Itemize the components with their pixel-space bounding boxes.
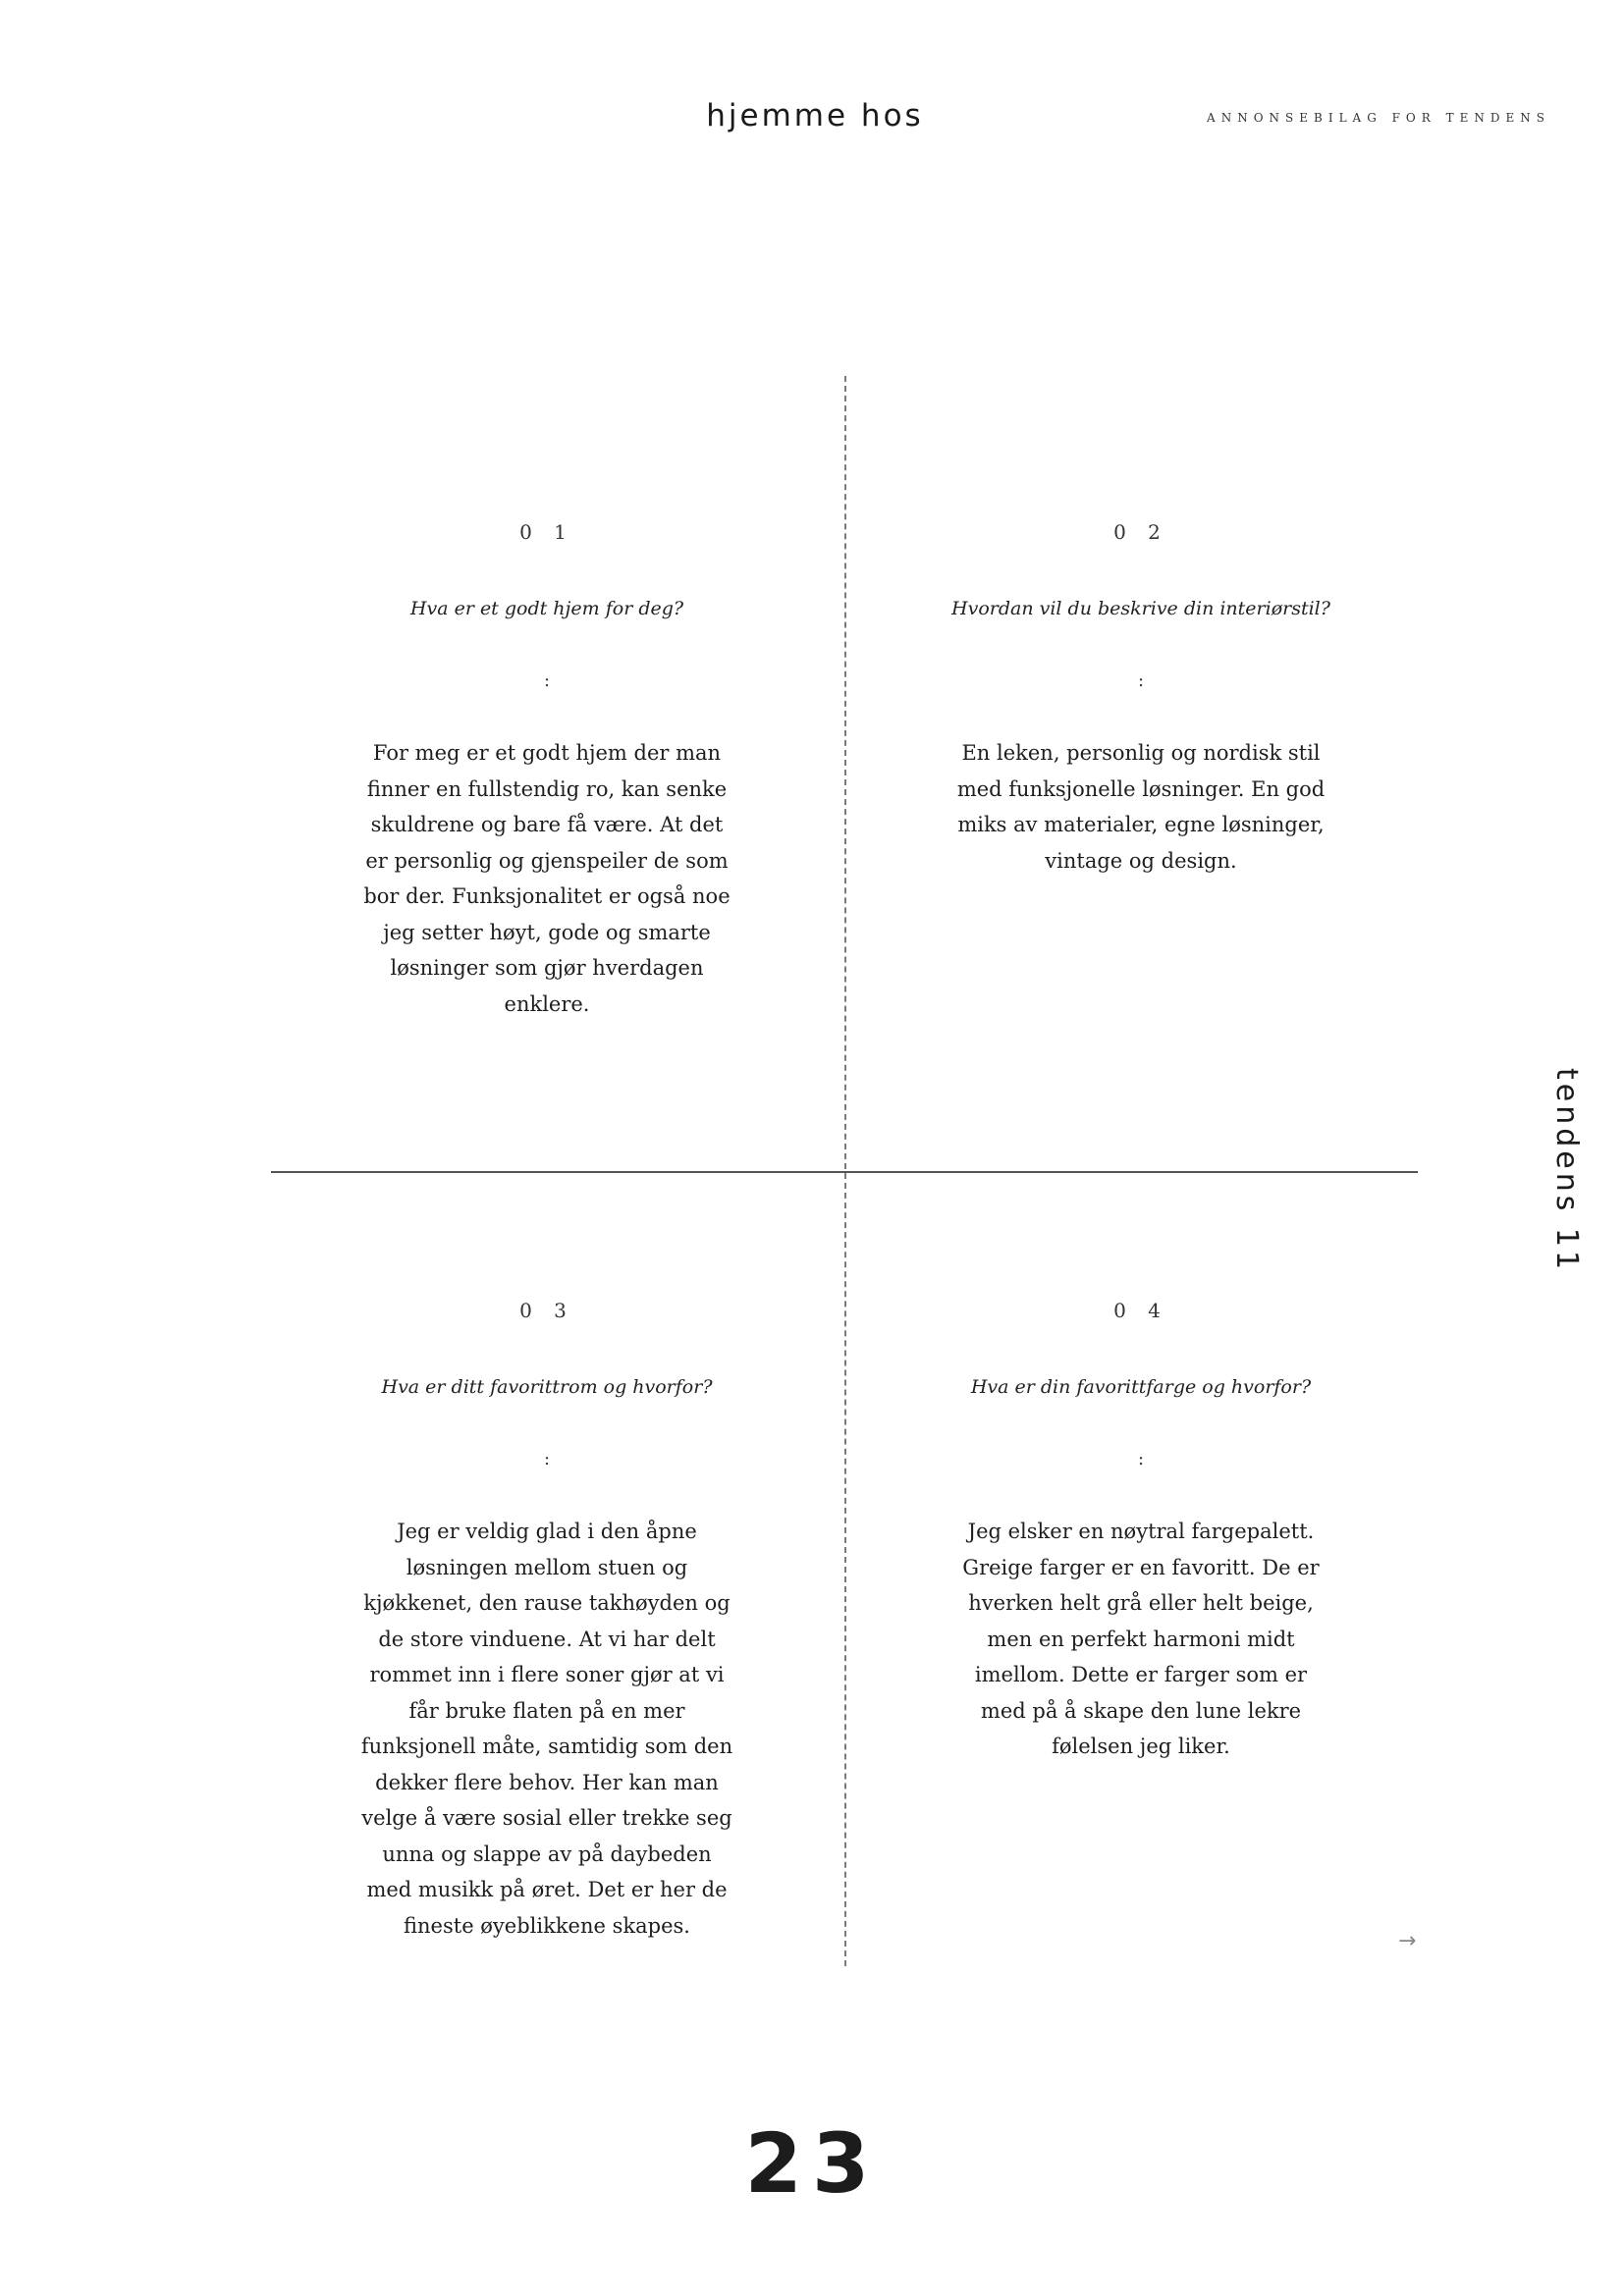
question-separator: : (543, 1449, 551, 1469)
supplement-tag: ANNONSEBILAG FOR TENDENS (1207, 111, 1550, 125)
answer-text: Jeg er veldig glad i den åpne løsningen mellom stuen og kjøkkenet, den rause takhøyden og de store vinduene. At vi har delt rommet inn i flere soner gjør at vi får bruke flaten på en mer funksjonell måte, samtidig som den dekker flere behov. Her kan man velge å være sosial eller trekke seg unna og slappe av på daybeden med musikk på øret. Det er her de fineste øyeblikkene skapes. (360, 1520, 733, 1938)
page-section-title: hjemme hos (706, 98, 924, 133)
question-number: 0 4 (1113, 1299, 1168, 1322)
question-separator: : (543, 670, 551, 691)
answer-text: Jeg elsker en nøytral fargepalett. Greige farger er en favoritt. De er hverken helt grå eller helt beige, men en perfekt harmoni midt imellom. Dette er farger som er med på å skape den lune lekre følelsen jeg liker. (962, 1520, 1320, 1758)
question-text: Hvordan vil du beskrive din interiørstil? (951, 598, 1330, 619)
question-block-3 (351, 1299, 743, 1944)
question-separator: : (1137, 1449, 1145, 1469)
question-block-4 (945, 1299, 1337, 1765)
question-text: Hva er et godt hjem for deg? (409, 598, 684, 619)
question-number: 0 3 (519, 1299, 574, 1322)
page-number: 23 (744, 2115, 880, 2212)
answer-text: En leken, personlig og nordisk stil med funksjonelle løsninger. En god miks av materialer, egne løsninger, vintage og design. (956, 741, 1326, 873)
question-block-2 (945, 520, 1337, 879)
arrow-right-icon[interactable]: → (1398, 1929, 1417, 1953)
magazine-issue-label: tendens 11 (1549, 1068, 1584, 1274)
question-number: 0 2 (1113, 520, 1168, 544)
question-separator: : (1137, 670, 1145, 691)
question-block-1 (351, 520, 743, 1022)
question-text: Hva er ditt favorittrom og hvorfor? (381, 1376, 713, 1398)
question-number: 0 1 (519, 520, 574, 544)
question-text: Hva er din favorittfarge og hvorfor? (970, 1376, 1312, 1398)
horizontal-divider (271, 1171, 1418, 1173)
answer-text: For meg er et godt hjem der man finner en fullstendig ro, kan senke skuldrene og bare få være. At det er personlig og gjenspeiler de som bor der. Funksjonalitet er også noe jeg setter høyt, gode og smarte løsninger som gjør hverdagen enklere. (363, 741, 731, 1016)
